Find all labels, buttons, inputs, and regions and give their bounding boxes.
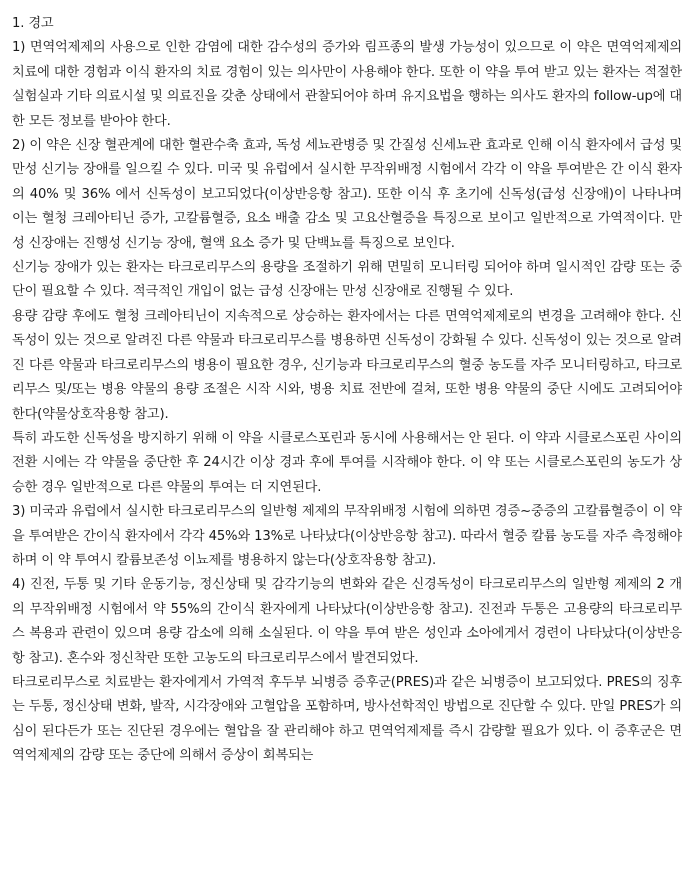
document-body xyxy=(12,12,682,769)
paragraph-warning-3: 3) 미국과 유럽에서 실시한 타크로리무스의 일반형 제제의 무작위배정 시험에 의하면 경증~중증의 고칼륨혈증이 이 약을 투여받은 간이식 환자에서 각각 45%와 13%로 나타났다(이상반응항 참고). 따라서 혈중 칼륨 농도를 자주 측정해야 하며 이 약 투여시 칼륨보존성 이뇨제를 병용하지 않는다(상호작용항 참고). xyxy=(12,504,682,568)
paragraph-pres: 타크로리무스로 치료받는 환자에게서 가역적 후두부 뇌병증 증후군(PRES)과 같은 뇌병증이 보고되었다. PRES의 징후는 두통, 정신상태 변화, 발작, 시각장애와 고혈압을 포함하며, 방사선학적인 방법으로 진단할 수 있다. 만일 PRES가 의심이 된다든가 또는 진단된 경우에는 혈압을 잘 관리해야 하고 면역억제제를 즉시 감량할 필요가 있다. 이 증후군은 면역억제제의 감량 또는 중단에 의해서 증상이 회복되는 xyxy=(12,674,682,764)
paragraph-cyclosporine: 특히 과도한 신독성을 방지하기 위해 이 약을 시클로스포린과 동시에 사용해서는 안 된다. 이 약과 시클로스포린 사이의 전환 시에는 각 약물을 중단한 후 24시간 이상 경과 후에 투여를 시작해야 한다. 이 약 또는 시클로스포린의 농도가 상승한 경우 일반적으로 다른 약물의 투여는 더 지연된다. xyxy=(12,430,682,495)
paragraph-dose-reduction: 용량 감량 후에도 혈청 크레아티닌이 지속적으로 상승하는 환자에서는 다른 면역억제제로의 변경을 고려해야 한다. 신독성이 있는 것으로 알려진 다른 약물과 타크로리무스를 병용하면 신독성이 강화될 수 있다. 신독성이 있는 것으로 알려진 다른 약물과 타크로리무스의 병용이 필요한 경우, 신기능과 타크로리무스의 혈중 농도를 자주 모니터링하고, 타크로리무스 및/또는 병용 약물의 용량 조절은 시작 시와, 병용 치료 전반에 걸쳐, 또한 병용 약물의 중단 시에도 고려되어야 한다(약물상호작용항 참고). xyxy=(12,308,682,422)
paragraph-warning-1: 1) 면역억제제의 사용으로 인한 감염에 대한 감수성의 증가와 림프종의 발생 가능성이 있으므로 이 약은 면역억제제의 치료에 대한 경험과 이식 환자의 치료 경험이 있는 의사만이 사용해야 한다. 또한 이 약을 투여 받고 있는 환자는 적절한 실험실과 기타 의료시설 및 의료진을 갖춘 상태에서 관찰되어야 하며 유지요법을 행하는 의사도 환자의 follow-up에 대한 모든 정보를 받아야 한다. xyxy=(12,40,682,129)
paragraph-warning-2: 2) 이 약은 신장 혈관계에 대한 혈관수축 효과, 독성 세뇨관병증 및 간질성 신세뇨관 효과로 인해 이식 환자에서 급성 및 만성 신기능 장애를 일으킬 수 있다. 미국 및 유럽에서 실시한 무작위배정 시험에서 각각 이 약을 투여받은 간 이식 환자의 40% 및 36% 에서 신독성이 보고되었다(이상반응항 참고). 또한 이식 후 초기에 신독성(급성 신장애)이 나타나며 이는 혈청 크레아티닌 증가, 고칼륨혈증, 요소 배출 감소 및 고요산혈증을 특징으로 보이고 일반적으로 가역적이다. 만성 신장애는 진행성 신기능 장애, 혈액 요소 증가 및 단백뇨를 특징으로 보인다. xyxy=(12,138,682,251)
paragraph-renal-monitoring: 신기능 장애가 있는 환자는 타크로리무스의 용량을 조절하기 위해 면밀히 모니터링 되어야 하며 일시적인 감량 또는 중단이 필요할 수 있다. 적극적인 개입이 없는 급성 신장애는 만성 신장애로 진행될 수 있다. xyxy=(12,260,682,300)
paragraph-warning-4: 4) 진전, 두통 및 기타 운동기능, 정신상태 및 감각기능의 변화와 같은 신경독성이 타크로리무스의 일반형 제제의 2 개의 무작위배정 시험에서 약 55%의 간이식 환자에게 나타났다(이상반응항 참고). 진전과 두통은 고용량의 타크로리무스 복용과 관련이 있으며 용량 감소에 의해 소실된다. 이 약을 투여 받은 성인과 소아에게서 경련이 나타났다(이상반응항 참고). 혼수와 정신착란 또한 고농도의 타크로리무스에서 발견되었다. xyxy=(12,577,682,666)
section-heading: 1. 경고 xyxy=(12,16,54,31)
